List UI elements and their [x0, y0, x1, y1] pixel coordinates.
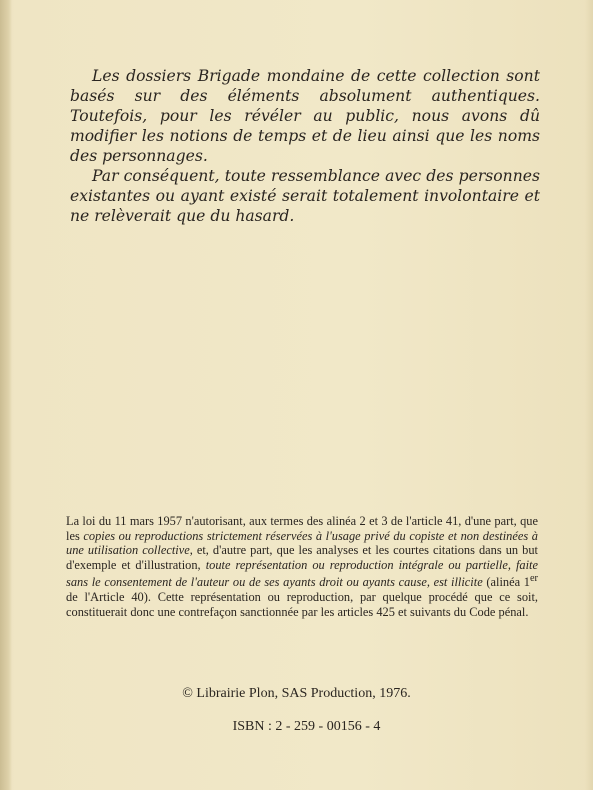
page-binding-shadow: [0, 0, 12, 790]
legal-text-superscript: er: [529, 573, 538, 585]
disclaimer-block: [70, 66, 540, 226]
page-edge: [585, 0, 593, 790]
legal-text-part-2: copies ou reproductions strictement réservées à l'usage privé du copiste et non destinées à une utilisation collective: [66, 528, 538, 558]
legal-text-part-3: , et, d'autre part, que les analyses et les courtes citations dans un but d'exemple et d'illustration,: [66, 543, 538, 572]
legal-text-part-4: toute représentation ou reproduction intégrale ou partielle, faite sans le consentement de l'auteur ou de ses ayants droit ou ayants cause, est illicite: [66, 557, 538, 590]
legal-text-part-5: (alinéa 1: [482, 575, 530, 590]
legal-notice-paragraph: [66, 514, 538, 619]
legal-text-part-1: La loi du 11 mars 1957 n'autorisant, aux termes des alinéa 2 et 3 de l'article 41, d'une part, que les: [66, 514, 538, 543]
disclaimer-paragraph-2: Par conséquent, toute ressemblance avec des personnes existantes ou ayant existé serait totalement involontaire et ne relèverait que du hasard.: [70, 167, 540, 225]
disclaimer-paragraph-1: Les dossiers Brigade mondaine de cette collection sont basés sur des éléments absolument authentiques. Toutefois, pour les révéler au public, nous avons dû modifier les notions de temps et de lieu ainsi que les noms des personnages.: [70, 67, 540, 165]
copyright-line: © Librairie Plon, SAS Production, 1976.: [182, 686, 411, 701]
isbn-line: ISBN : 2 - 259 - 00156 - 4: [232, 719, 381, 734]
legal-text-part-6: de l'Article 40). Cette représentation ou reproduction, par quelque procédé que ce soit, constituerait donc une contrefaçon sanctionnée par les articles 425 et suivants du Code pénal.: [66, 590, 538, 619]
legal-notice: [66, 514, 538, 619]
